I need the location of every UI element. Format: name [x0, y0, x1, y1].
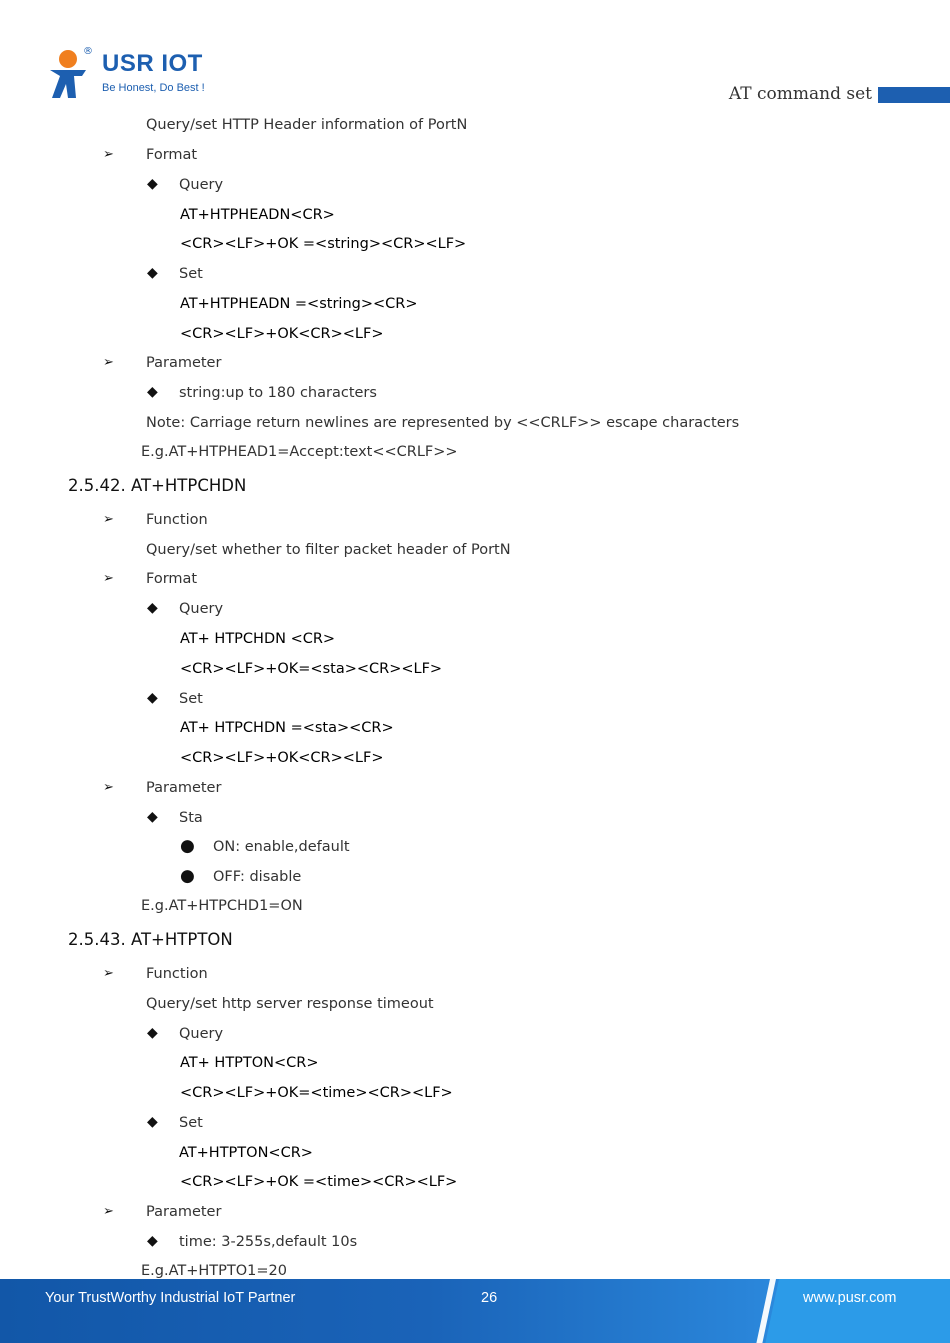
intro-note: Note: Carriage return newlines are represented by <<CRLF>> escape characters: [146, 415, 740, 431]
document-title: AT command set: [728, 84, 872, 104]
intro-parameter-item: string:up to 180 characters: [179, 385, 377, 401]
logo-name: USR IOT: [102, 50, 203, 77]
diamond-bullet-icon: ◆: [147, 265, 158, 281]
htpchdn-query-label: Query: [179, 601, 224, 617]
htpton-function-label: Function: [146, 966, 208, 982]
htpton-parameter-label: Parameter: [146, 1204, 222, 1220]
intro-format-label: Format: [146, 147, 198, 163]
dot-bullet-icon: ●: [180, 866, 195, 886]
htpton-query-label: Query: [179, 1026, 224, 1042]
htpchdn-parameter-label: Parameter: [146, 780, 222, 796]
arrow-bullet-icon: ➢: [103, 147, 114, 162]
htpchdn-format-label: Format: [146, 571, 198, 587]
header-accent-bar: [878, 87, 950, 103]
section-heading-htpchdn: 2.5.42. AT+HTPCHDN: [68, 476, 247, 495]
htpchdn-option-on: ON: enable,default: [213, 839, 350, 855]
htpton-query-command: AT+ HTPTON<CR>: [180, 1055, 319, 1071]
arrow-bullet-icon: ➢: [103, 512, 114, 527]
diamond-bullet-icon: ◆: [147, 1025, 158, 1041]
intro-example: E.g.AT+HTPHEAD1=Accept:text<<CRLF>>: [141, 444, 458, 460]
dot-bullet-icon: ●: [180, 836, 195, 856]
htpton-set-command: AT+HTPTON<CR>: [179, 1145, 313, 1161]
diamond-bullet-icon: ◆: [147, 176, 158, 192]
htpchdn-query-command: AT+ HTPCHDN <CR>: [180, 631, 336, 647]
htpchdn-set-response: <CR><LF>+OK<CR><LF>: [180, 750, 384, 766]
arrow-bullet-icon: ➢: [103, 355, 114, 370]
logo-registered-mark: ®: [83, 46, 93, 57]
intro-parameter-label: Parameter: [146, 355, 222, 371]
intro-query-response: <CR><LF>+OK =<string><CR><LF>: [180, 236, 467, 252]
htpchdn-description: Query/set whether to filter packet header of PortN: [146, 542, 511, 558]
intro-query-command: AT+HTPHEADN<CR>: [180, 207, 335, 223]
arrow-bullet-icon: ➢: [103, 966, 114, 981]
htpchdn-query-response: <CR><LF>+OK=<sta><CR><LF>: [180, 661, 443, 677]
company-logo: [46, 46, 216, 102]
diamond-bullet-icon: ◆: [147, 1233, 158, 1249]
htpton-query-response: <CR><LF>+OK=<time><CR><LF>: [180, 1085, 453, 1101]
section-heading-htpton: 2.5.43. AT+HTPTON: [68, 930, 233, 949]
diamond-bullet-icon: ◆: [147, 690, 158, 706]
htpchdn-option-off: OFF: disable: [213, 869, 302, 885]
htpchdn-set-command: AT+ HTPCHDN =<sta><CR>: [180, 720, 394, 736]
htpchdn-set-label: Set: [179, 691, 203, 707]
htpchdn-example: E.g.AT+HTPCHD1=ON: [141, 898, 303, 914]
arrow-bullet-icon: ➢: [103, 780, 114, 795]
htpton-parameter-item: time: 3-255s,default 10s: [179, 1234, 358, 1250]
htpton-example: E.g.AT+HTPTO1=20: [141, 1263, 287, 1279]
arrow-bullet-icon: ➢: [103, 1204, 114, 1219]
page-footer: [0, 1279, 950, 1343]
logo-tagline: Be Honest, Do Best !: [102, 82, 205, 94]
htpton-set-label: Set: [179, 1115, 203, 1131]
htpchdn-function-label: Function: [146, 512, 208, 528]
diamond-bullet-icon: ◆: [147, 600, 158, 616]
diamond-bullet-icon: ◆: [147, 384, 158, 400]
diamond-bullet-icon: ◆: [147, 809, 158, 825]
intro-description: Query/set HTTP Header information of PortN: [146, 117, 468, 133]
intro-set-command: AT+HTPHEADN =<string><CR>: [180, 296, 418, 312]
arrow-bullet-icon: ➢: [103, 571, 114, 586]
htpchdn-param-name: Sta: [179, 810, 203, 826]
footer-accent-panel: [765, 1279, 950, 1343]
htpton-set-response: <CR><LF>+OK =<time><CR><LF>: [180, 1174, 458, 1190]
htpton-description: Query/set http server response timeout: [146, 996, 434, 1012]
intro-set-label: Set: [179, 266, 203, 282]
footer-tagline: Your TrustWorthy Industrial IoT Partner: [45, 1290, 296, 1306]
footer-website-link[interactable]: www.pusr.com: [803, 1290, 897, 1306]
intro-set-response: <CR><LF>+OK<CR><LF>: [180, 326, 384, 342]
diamond-bullet-icon: ◆: [147, 1114, 158, 1130]
intro-query-label: Query: [179, 177, 224, 193]
page-number: 26: [481, 1290, 498, 1306]
